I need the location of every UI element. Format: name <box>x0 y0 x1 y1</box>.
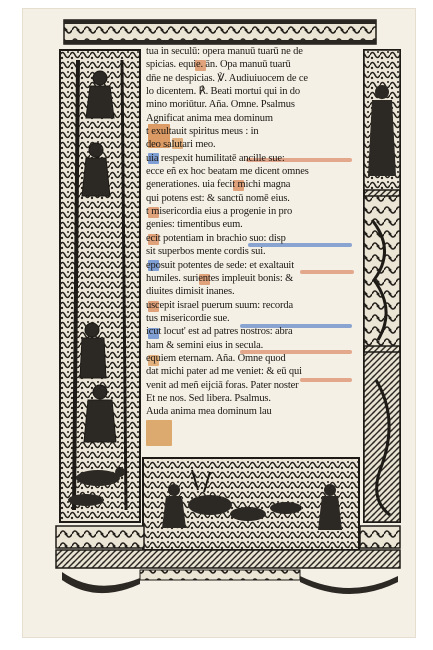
text-line: dn̄e ne despicias. ℣. Audiuiuocem de ce <box>146 72 308 84</box>
text-line: ecce eñ ex hoc beatam me dicent omnes <box>146 166 309 178</box>
right-border-panel <box>364 50 400 522</box>
text-line: uscepit israel puerum suum: recorda <box>146 299 293 311</box>
bottom-border-panel <box>143 458 359 550</box>
text-line: uia respexit humilitatē ancille sue: <box>146 152 285 164</box>
text-line: eposuit potentes de sede: et exaltauit <box>146 259 294 271</box>
psalter-text-block <box>146 45 360 419</box>
text-line: venit ad meñ eijciā foras. Pater noster <box>146 379 299 391</box>
initial-E-et-ne-nos <box>146 420 172 446</box>
text-line: Agnificat anima mea dominum <box>146 112 273 124</box>
top-border-bar <box>64 20 376 44</box>
text-line: spicias. equie. ān. Opa manuū tuarū <box>146 59 291 71</box>
text-line: Et ne nos. Sed libera. Psalmus. <box>146 392 271 404</box>
text-line: tus misericordie sue. <box>146 312 230 324</box>
text-line: Auda anima mea dominum lau <box>146 406 272 418</box>
text-line: qui potens est: & sanctū nomē eius. <box>146 192 290 204</box>
text-line: generationes. uia fecit michi magna <box>146 179 291 191</box>
left-border-panel <box>60 50 140 522</box>
text-line: sit superbos mente cordis sui. <box>146 246 266 258</box>
text-line: deo salutari meo. <box>146 139 216 151</box>
text-line: ham & semini eius in secula. <box>146 339 264 351</box>
text-line: diuites dimisit inanes. <box>146 286 235 298</box>
text-line: t misericordia eius a progenie in pro <box>146 206 293 218</box>
text-line: genies: timentibus eum. <box>146 219 243 231</box>
text-line: ecit potentiam in brachio suo: disp <box>146 232 286 244</box>
text-line: equiem eternam. Aña. Omne quod <box>146 352 286 364</box>
text-line: dat michi pater ad me veniet: & eū qui <box>146 366 302 378</box>
text-line: mino moriūtur. Aña. Omne. Psalmus <box>146 99 295 111</box>
text-line: t exultauit spiritus meus : in <box>146 126 259 138</box>
text-line: icut locut' est ad patres nostros: abra <box>146 326 293 338</box>
text-line: lo dicentem. ℟. Beati mortui qui in do <box>146 86 300 98</box>
text-line: tua in seculū: opera manuū tuarū ne de <box>146 46 303 57</box>
text-line: humiles. surientes impleuit bonis: & <box>146 272 294 284</box>
